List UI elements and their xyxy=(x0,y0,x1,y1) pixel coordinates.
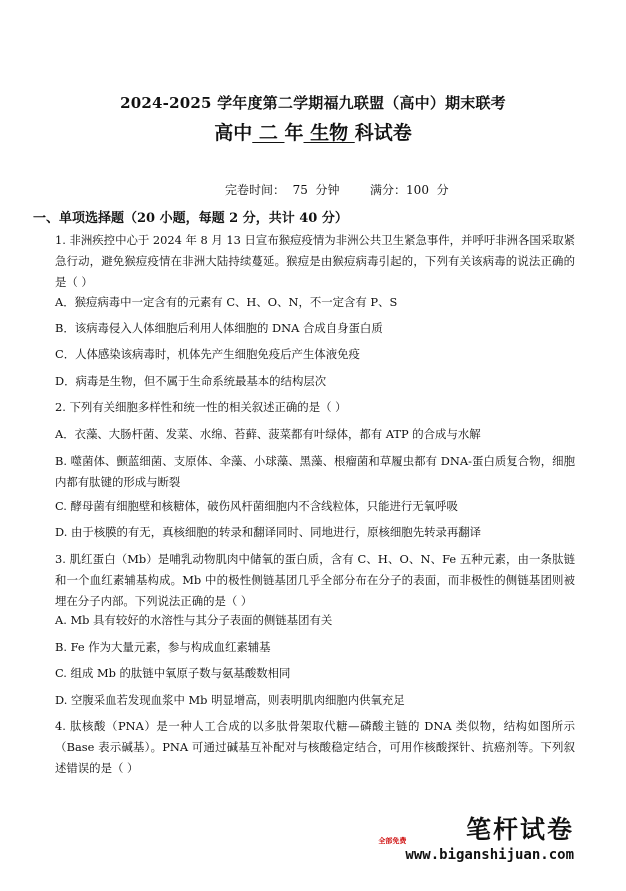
question-2-option-d: D. 由于核膜的有无，真核细胞的转录和翻译同时、同地进行，原核细胞先转录再翻译 xyxy=(55,525,482,539)
question-2-option-c: C. 酵母菌有细胞壁和核糖体，破伤风杆菌细胞内不含线粒体，只能进行无氧呼吸 xyxy=(55,499,458,513)
question-3-option-b: B. Fe 作为大量元素，参与构成血红素辅基 xyxy=(55,640,271,654)
question-1-stem: 1. 非洲疾控中心于 2024 年 8 月 13 日宣布猴痘疫情为非洲公共卫生紧急事件，并呼吁非洲各国采取紧急行动，避免猴痘疫情在非洲大陆持续蔓延。猴痘是由猴痘病毒引起的，下列有关该病毒的说法正确的是（ ） xyxy=(55,233,575,289)
watermark xyxy=(378,815,574,865)
subtitle-grade: 二 xyxy=(252,122,285,144)
question-3-option-c: C. 组成 Mb 的肽链中氧原子数与氨基酸数相同 xyxy=(55,666,291,680)
question-2-stem: 2. 下列有关细胞多样性和统一性的相关叙述正确的是（ ） xyxy=(55,400,347,414)
question-1-option-d: D．病毒是生物，但不属于生命系统最基本的结构层次 xyxy=(55,374,327,388)
subtitle-mid: 年 xyxy=(284,122,304,144)
question-1-option-a: A．猴痘病毒中一定含有的元素有 C、H、O、N，不一定含有 P、S xyxy=(55,295,398,309)
exam-subtitle xyxy=(0,118,626,145)
exam-title: 2024-2025 学年度第二学期福九联盟（高中）期末联考 xyxy=(120,94,506,112)
watermark-url: www.biganshijuan.com xyxy=(405,847,574,863)
subtitle-subject: 生物 xyxy=(303,122,355,144)
question-1-option-c: C．人体感染该病毒时，机体先产生细胞免疫后产生体液免疫 xyxy=(55,347,360,361)
question-4-stem: 4. 肽核酸（PNA）是一种人工合成的以多肽骨架取代糖—磷酸主链的 DNA 类似物，结构如图所示（Base 表示碱基）。PNA 可通过碱基互补配对与核酸稳定结合，可用作核酸探针、抗癌剂等。下列叙述错误的是（ ） xyxy=(55,719,575,775)
subtitle-prefix: 高中 xyxy=(214,122,253,144)
exam-info: 完卷时间： 75 分钟 满分：100 分 xyxy=(225,183,449,197)
section-heading: 一、单项选择题（20 小题，每题 2 分，共计 40 分） xyxy=(33,211,348,226)
watermark-badge: 全部免费 xyxy=(378,837,407,845)
question-3-option-a: A. Mb 具有较好的水溶性与其分子表面的侧链基团有关 xyxy=(55,613,333,627)
question-3-stem: 3. 肌红蛋白（Mb）是哺乳动物肌肉中储氧的蛋白质，含有 C、H、O、N、Fe 五种元素，由一条肽链和一个血红素辅基构成。Mb 中的极性侧链基团几乎全部分布在分子的表面，而非极性的侧链基团则被埋在分子内部。下列说法正确的是（ ） xyxy=(55,552,575,608)
question-1-option-b: B．该病毒侵入人体细胞后利用人体细胞的 DNA 合成自身蛋白质 xyxy=(55,321,383,335)
question-3-option-d: D. 空腹采血若发现血浆中 Mb 明显增高，则表明肌肉细胞内供氧充足 xyxy=(55,693,405,707)
question-2-option-b: B. 噬菌体、颤蓝细菌、支原体、伞藻、小球藻、黑藻、根瘤菌和草履虫都有 DNA-蛋白质复合物，细胞内都有肽键的形成与断裂 xyxy=(55,454,575,489)
question-2-option-a: A．衣藻、大肠杆菌、发菜、水绵、苔藓、菠菜都有叶绿体，都有 ATP 的合成与水解 xyxy=(55,427,481,441)
subtitle-suffix: 科试卷 xyxy=(354,122,412,144)
watermark-title: 笔杆试卷 xyxy=(465,815,574,844)
